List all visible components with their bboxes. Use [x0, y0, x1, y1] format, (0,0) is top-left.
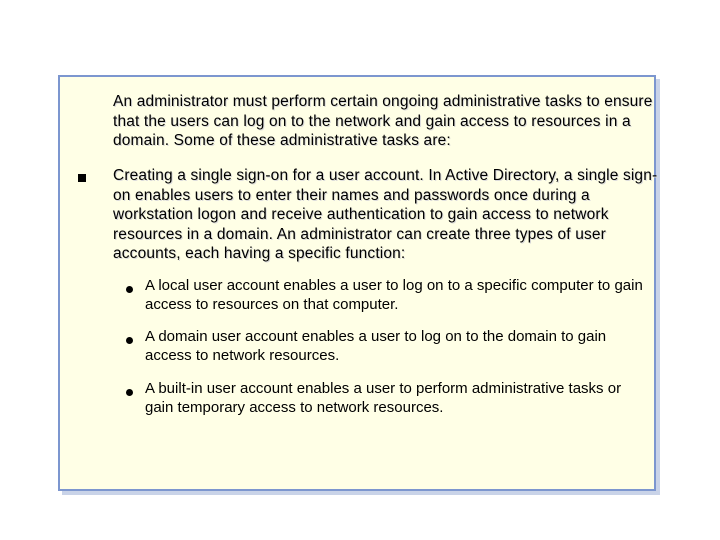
sub-bullet-domain-account: A domain user account enables a user to log on to the domain to gain access to network resources. [145, 328, 607, 364]
square-bullet-icon [78, 174, 86, 182]
round-bullet-icon [126, 286, 133, 293]
sub-bullet-local-account: A local user account enables a user to log on to a specific computer to gain access to resources on that computer. [145, 277, 643, 313]
bullet-single-sign-on: Creating a single sign-on for a user account. In Active Directory, a single sign-on enables users to enter their names and passwords once during a workstation logon and receive authentication to gain access to network resources in a domain. An administrator can create three types of user accounts, each having a specific function: [113, 167, 658, 262]
round-bullet-icon [126, 337, 133, 344]
round-bullet-icon [126, 389, 133, 396]
sub-bullet-builtin-account: A built-in user account enables a user to perform administrative tasks or gain temporary access to network resources. [145, 380, 622, 416]
intro-paragraph: An administrator must perform certain ongoing administrative tasks to ensure that the users can log on to the network and gain access to resources in a domain. Some of these administrative tasks are: [113, 93, 653, 149]
